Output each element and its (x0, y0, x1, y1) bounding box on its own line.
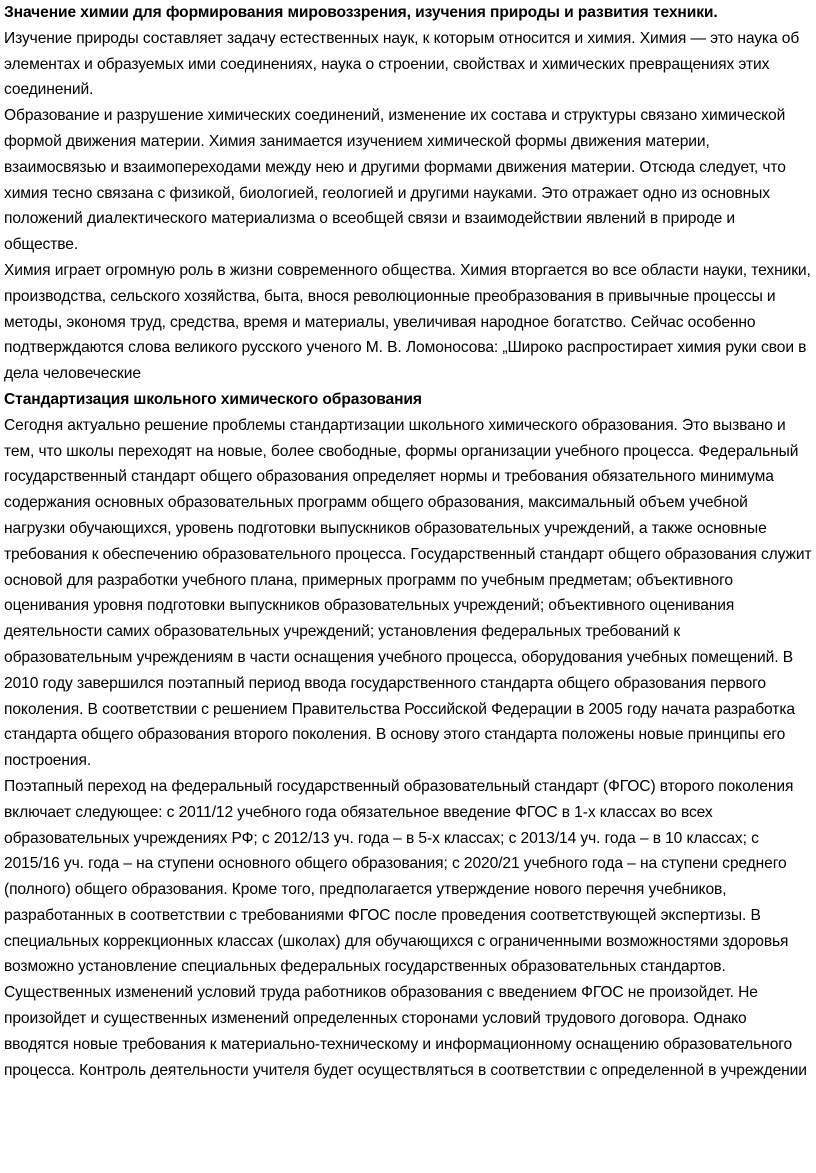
paragraph-role-of-chemistry: Химия играет огромную роль в жизни современного общества. Химия вторгается во все области науки, техники, производства, сельского хозяйства, быта, внося революционные преобразования в привычные процессы и методы, экономя труд, средства, время и материалы, увеличивая народное богатство. Сейчас особенно подтверждаются слова великого русского ученого М. В. Ломоносова: „Широко распростирает химия руки свои в дела человеческие (4, 261, 811, 383)
paragraph-fgos-transition: Поэтапный переход на федеральный государственный образовательный стандарт (ФГОС) второго поколения включает следующее: с 2011/12 учебного года обязательное введение ФГОС в 1-х классах во всех образовательных учреждениях РФ; с 2012/13 уч. года – в 5-х классах; с 2013/14 уч. года – в 10 классах; с 2015/16 уч. года – на ступени основного общего образования; с 2020/21 учебного года – на ступени среднего (полного) общего образования. Кроме того, предполагается утверждение нового перечня учебников, разработанных в соответствии с требованиями ФГОС после проведения соответствующей экспертизы. В специальных коррекционных классах (школах) для обучающихся с ограниченными возможностями здоровья возможно установление специальных федеральных государственных образовательных стандартов. Существенных изменений условий труда работников образования с введением ФГОС не произойдет. Не произойдет и существенных изменений определенных сторонами условий трудового договора. Однако вводятся новые требования к материально-техническому и информационному оснащению образовательного процесса. Контроль деятельности учителя будет осуществляться в соответствии с определенной в учреждении (4, 777, 807, 1079)
section-heading-standardization: Стандартизация школьного химического образования (4, 390, 422, 408)
section-heading-chemistry-worldview: Значение химии для формирования мировоззрения, изучения природы и развития техники. (4, 4, 718, 21)
document-page (4, 0, 812, 1083)
paragraph-standardization: Сегодня актуально решение проблемы стандартизации школьного химического образования. Это вызвано и тем, что школы переходят на новые, более свободные, формы организации учебного процесса. Федеральный государственный стандарт общего образования определяет нормы и требования обязательного минимума содержания основных образовательных программ общего образования, максимальный объем учебной нагрузки обучающихся, уровень подготовки выпускников образовательных учреждений, а также основные требования к обеспечению образовательного процесса. Государственный стандарт общего образования служит основой для разработки учебного плана, примерных программ по учебным предметам; объективного оценивания уровня подготовки выпускников образовательных учреждений; объективного оценивания деятельности самих образовательных учреждений; установления федеральных требований к образовательным учреждениям в части оснащения учебного процесса, оборудования учебных помещений. В 2010 году завершился поэтапный период ввода государственного стандарта общего образования первого поколения. В соответствии с решением Правительства Российской Федерации в 2005 году начата разработка стандарта общего образования второго поколения. В основу этого стандарта положены новые принципы его построения. (4, 416, 812, 770)
paragraph-study-of-nature: Изучение природы составляет задачу естественных наук, к которым относится и химия. Химия — это наука об элементах и образуемых ими соединениях, наука о строении, свойствах и химических превращениях этих соединений. (4, 29, 800, 99)
paragraph-chemical-compounds: Образование и разрушение химических соединений, изменение их состава и структуры связано химической формой движения материи. Химия занимается изучением химической формы движения материи, взаимосвязью и взаимопереходами между нею и другими формами движения материи. Отсюда следует, что химия тесно связана с физикой, биологией, геологией и другими науками. Это отражает одно из основных положений диалектического материализма о всеобщей связи и взаимодействии явлений в природе и обществе. (4, 107, 786, 254)
